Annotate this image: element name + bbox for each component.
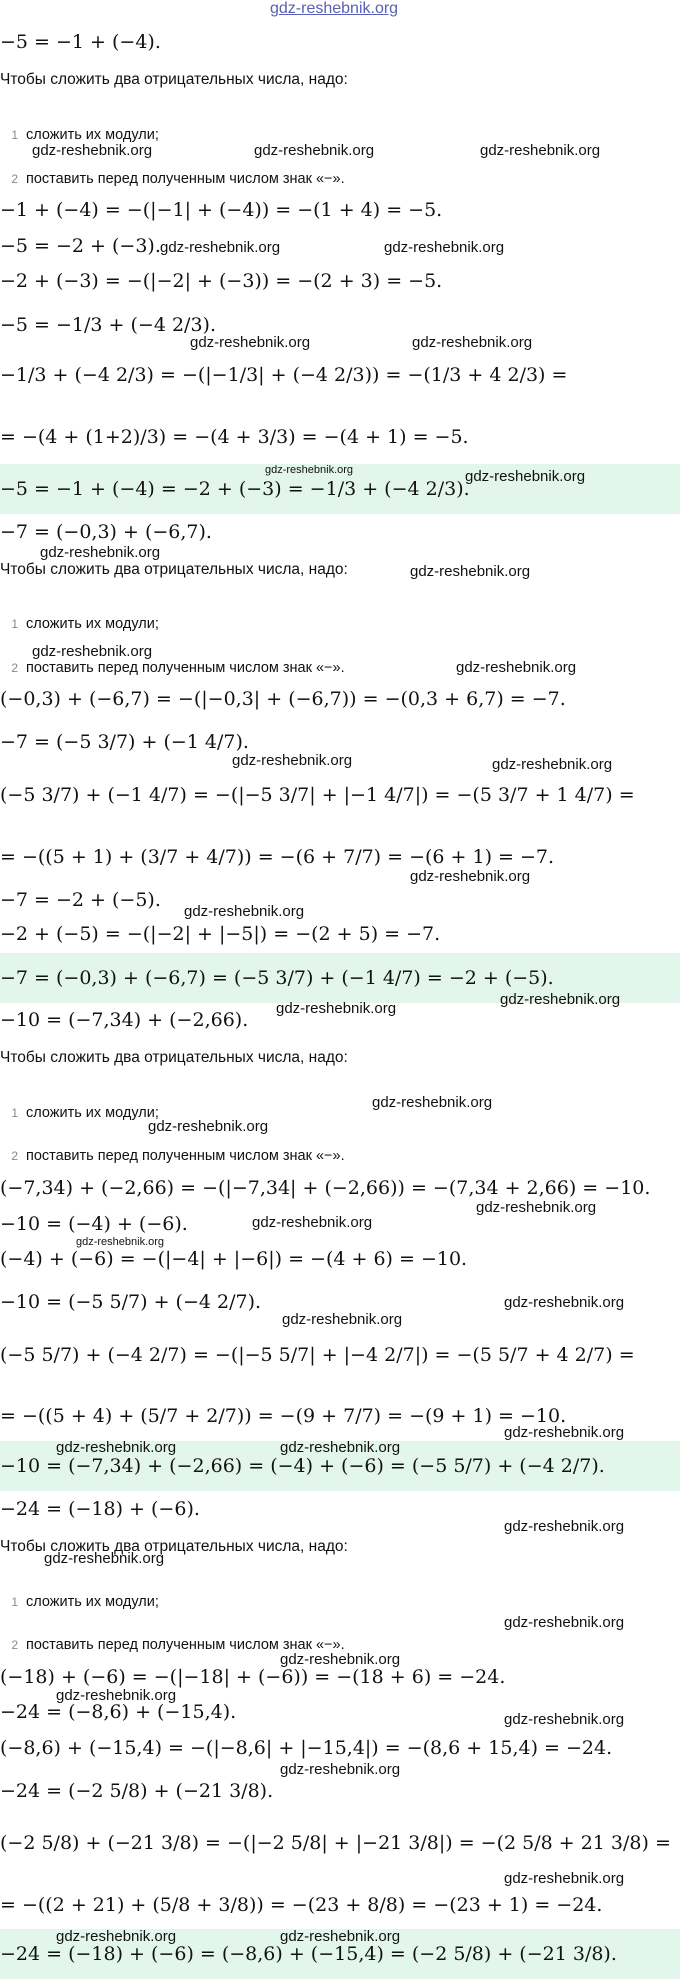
watermark: gdz-reshebnik.org — [465, 468, 586, 485]
equation-line: −24 = (−18) + (−6). — [0, 1498, 200, 1520]
rule-step-2 — [0, 1144, 345, 1168]
watermark: gdz-reshebnik.org — [32, 643, 153, 660]
watermark: gdz-reshebnik.org — [480, 142, 601, 159]
equation-line: = −(4 + (1+2)/3) = −(4 + 3/3) = −(4 + 1) = −5. — [0, 426, 469, 448]
watermark: gdz-reshebnik.org — [282, 1311, 403, 1328]
rule-step-1 — [0, 612, 159, 636]
rule-intro: Чтобы сложить два отрицательных числа, надо: — [0, 1538, 348, 1555]
equation-line: = −((2 + 21) + (5/8 + 3/8)) = −(23 + 8/8) = −(23 + 1) = −24. — [0, 1894, 603, 1916]
equation-line: (−18) + (−6) = −(|−18| + (−6)) = −(18 + 6) = −24. — [0, 1666, 506, 1688]
watermark: gdz-reshebnik.org — [280, 1439, 401, 1456]
step-text: поставить перед полученным числом знак «−». — [26, 1148, 345, 1164]
equation-line: −7 = (−5 3/7) + (−1 4/7). — [0, 731, 249, 753]
watermark: gdz-reshebnik.org — [504, 1424, 625, 1441]
step-number: 2 — [11, 172, 18, 186]
watermark: gdz-reshebnik.org — [190, 334, 311, 351]
watermark: gdz-reshebnik.org — [56, 1928, 177, 1945]
watermark: gdz-reshebnik.org — [504, 1711, 625, 1728]
watermark: gdz-reshebnik.org — [160, 239, 281, 256]
watermark: gdz-reshebnik.org — [456, 659, 577, 676]
watermark: gdz-reshebnik.org — [280, 1928, 401, 1945]
rule-step-1 — [0, 1101, 159, 1125]
equation-line: = −((5 + 1) + (3/7 + 4/7)) = −(6 + 7/7) = −(6 + 1) = −7. — [0, 846, 555, 868]
watermark: gdz-reshebnik.org — [265, 464, 354, 476]
watermark: gdz-reshebnik.org — [476, 1199, 597, 1216]
equation-line: −5 = −2 + (−3). — [0, 235, 161, 257]
watermark: gdz-reshebnik.org — [44, 1550, 165, 1567]
equation-line: −10 = (−4) + (−6). — [0, 1213, 188, 1235]
equation-line: −10 = (−7,34) + (−2,66). — [0, 1009, 249, 1031]
equation-line: (−7,34) + (−2,66) = −(|−7,34| + (−2,66)) = −(7,34 + 2,66) = −10. — [0, 1177, 651, 1199]
result-line: −5 = −1 + (−4) = −2 + (−3) = −1/3 + (−4 2/3). — [0, 478, 470, 500]
watermark: gdz-reshebnik.org — [410, 868, 531, 885]
equation-line: −1/3 + (−4 2/3) = −(|−1/3| + (−4 2/3)) = −(1/3 + 4 2/3) = — [0, 364, 568, 386]
result-line: −10 = (−7,34) + (−2,66) = (−4) + (−6) = (−5 5/7) + (−4 2/7). — [0, 1455, 605, 1477]
step-number: 1 — [11, 128, 18, 142]
equation-line: −7 = (−0,3) + (−6,7). — [0, 521, 212, 543]
watermark: gdz-reshebnik.org — [252, 1214, 373, 1231]
rule-intro: Чтобы сложить два отрицательных числа, надо: — [0, 561, 348, 578]
step-number: 1 — [11, 1106, 18, 1120]
step-text: поставить перед полученным числом знак «−». — [26, 660, 345, 676]
watermark: gdz-reshebnik.org — [500, 991, 621, 1008]
step-number: 2 — [11, 661, 18, 675]
equation-line: −5 = −1/3 + (−4 2/3). — [0, 314, 216, 336]
step-text: сложить их модули; — [26, 127, 159, 143]
watermark: gdz-reshebnik.org — [384, 239, 505, 256]
step-text: сложить их модули; — [26, 616, 159, 632]
rule-intro: Чтобы сложить два отрицательных числа, надо: — [0, 71, 348, 88]
watermark: gdz-reshebnik.org — [504, 1294, 625, 1311]
result-line: −24 = (−18) + (−6) = (−8,6) + (−15,4) = (−2 5/8) + (−21 3/8). — [0, 1943, 617, 1965]
watermark: gdz-reshebnik.org — [184, 903, 305, 920]
result-line: −7 = (−0,3) + (−6,7) = (−5 3/7) + (−1 4/7) = −2 + (−5). — [0, 967, 554, 989]
step-number: 2 — [11, 1149, 18, 1163]
watermark-header: gdz-reshebnik.org — [270, 0, 399, 17]
equation-line: −24 = (−8,6) + (−15,4). — [0, 1701, 237, 1723]
watermark: gdz-reshebnik.org — [280, 1761, 401, 1778]
watermark: gdz-reshebnik.org — [280, 1651, 401, 1668]
step-number: 1 — [11, 617, 18, 631]
rule-step-2 — [0, 167, 345, 191]
equation-line: (−5 3/7) + (−1 4/7) = −(|−5 3/7| + |−1 4/7|) = −(5 3/7 + 1 4/7) = — [0, 784, 635, 806]
equation-line: (−8,6) + (−15,4) = −(|−8,6| + |−15,4|) = −(8,6 + 15,4) = −24. — [0, 1737, 613, 1759]
rule-intro: Чтобы сложить два отрицательных числа, надо: — [0, 1049, 348, 1066]
watermark: gdz-reshebnik.org — [32, 142, 153, 159]
equation-line: −7 = −2 + (−5). — [0, 889, 161, 911]
watermark: gdz-reshebnik.org — [254, 142, 375, 159]
watermark: gdz-reshebnik.org — [504, 1870, 625, 1887]
equation-line: (−2 5/8) + (−21 3/8) = −(|−2 5/8| + |−21 3/8|) = −(2 5/8 + 21 3/8) = — [0, 1832, 671, 1854]
equation-line: −2 + (−5) = −(|−2| + |−5|) = −(2 + 5) = −7. — [0, 923, 441, 945]
watermark: gdz-reshebnik.org — [504, 1518, 625, 1535]
step-number: 2 — [11, 1638, 18, 1652]
equation-line: −24 = (−2 5/8) + (−21 3/8). — [0, 1780, 274, 1802]
equation-line: = −((5 + 4) + (5/7 + 2/7)) = −(9 + 7/7) = −(9 + 1) = −10. — [0, 1405, 567, 1427]
equation-line: (−5 5/7) + (−4 2/7) = −(|−5 5/7| + |−4 2/7|) = −(5 5/7 + 4 2/7) = — [0, 1344, 635, 1366]
watermark: gdz-reshebnik.org — [76, 1236, 165, 1248]
watermark: gdz-reshebnik.org — [232, 752, 353, 769]
step-number: 1 — [11, 1595, 18, 1609]
watermark: gdz-reshebnik.org — [56, 1439, 177, 1456]
equation-line: −10 = (−5 5/7) + (−4 2/7). — [0, 1291, 262, 1313]
equation-line: (−4) + (−6) = −(|−4| + |−6|) = −(4 + 6) = −10. — [0, 1248, 468, 1270]
watermark: gdz-reshebnik.org — [412, 334, 533, 351]
watermark: gdz-reshebnik.org — [492, 756, 613, 773]
rule-step-1 — [0, 1590, 159, 1614]
watermark: gdz-reshebnik.org — [40, 544, 161, 561]
watermark: gdz-reshebnik.org — [148, 1118, 269, 1135]
equation-line: −5 = −1 + (−4). — [0, 31, 161, 53]
equation-line: −1 + (−4) = −(|−1| + (−4)) = −(1 + 4) = −5. — [0, 199, 443, 221]
watermark: gdz-reshebnik.org — [372, 1094, 493, 1111]
step-text: поставить перед полученным числом знак «−». — [26, 171, 345, 187]
equation-line: −2 + (−3) = −(|−2| + (−3)) = −(2 + 3) = −5. — [0, 270, 443, 292]
step-text: поставить перед полученным числом знак «−». — [26, 1637, 345, 1653]
step-text: сложить их модули; — [26, 1105, 159, 1121]
watermark: gdz-reshebnik.org — [56, 1687, 177, 1704]
equation-line: (−0,3) + (−6,7) = −(|−0,3| + (−6,7)) = −(0,3 + 6,7) = −7. — [0, 688, 566, 710]
watermark: gdz-reshebnik.org — [276, 1000, 397, 1017]
watermark: gdz-reshebnik.org — [410, 563, 531, 580]
step-text: сложить их модули; — [26, 1594, 159, 1610]
watermark: gdz-reshebnik.org — [504, 1614, 625, 1631]
